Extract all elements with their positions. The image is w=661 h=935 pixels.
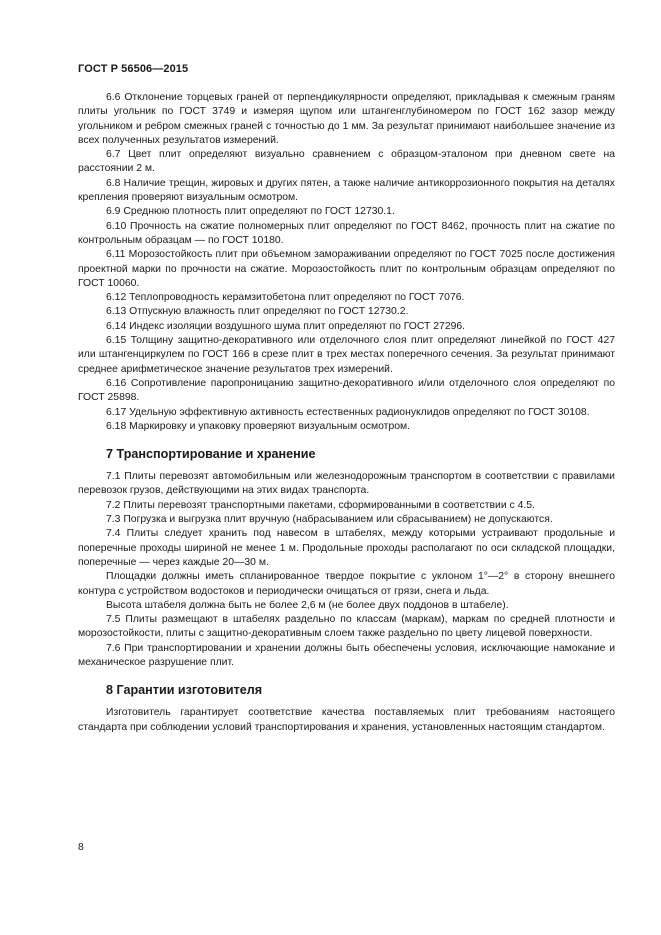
paragraph: 6.12 Теплопроводность керамзитобетона плит определяют по ГОСТ 7076. [106,292,465,304]
paragraph: Изготовитель гарантирует соответствие качества поставляемых плит требованиям настоящего стандарта при соблюдении условий транспортирования и хранения, установленных настоящим стандартом. [78,707,615,733]
section-7-title: 7 Транспортирование и хранение [106,447,316,462]
paragraph: 6.6 Отклонение торцевых граней от перпендикулярности определяют, прикладывая к смежным граням плиты угольник по ГОСТ 3749 и измеряя щупом или штангенглубиномером по ГОСТ 162 зазор между угольником и ребром смежных граней с точностью до 1 мм. За результат принимают наибольшее значение из всех полученных результатов измерений. [78,92,615,146]
paragraph: 6.11 Морозостойкость плит при объемном замораживании определяют по ГОСТ 7025 после достижения проектной марки по прочности на сжатие. Морозостойкость плит по контрольным образцам определяют по ГОСТ 10060. [78,249,615,289]
paragraph: 6.7 Цвет плит определяют визуально сравнением с образцом-эталоном при дневном свете на расстоянии 2 м. [78,149,615,175]
section-7-body [78,470,615,670]
paragraph: 7.1 Плиты перевозят автомобильным или железнодорожным транспортом в соответствии с правилами перевозок грузов, действующими на этих видах транспорта. [78,471,615,497]
paragraph: 6.8 Наличие трещин, жировых и других пятен, а также наличие антикоррозионного покрытия на деталях крепления проверяют визуальным осмотром. [78,177,615,204]
section-6-test-methods [78,91,615,434]
page-number: 8 [78,842,84,853]
section-8-title: 8 Гарантии изготовителя [106,683,263,698]
paragraph: 6.14 Индекс изоляции воздушного шума плит определяют по ГОСТ 27296. [106,320,466,332]
paragraph: 6.10 Прочность на сжатие полномерных плит определяют по ГОСТ 8462, прочность плит на сжатие по контрольным образцам — по ГОСТ 10180. [78,220,615,246]
paragraph: 7.4 Плиты следует хранить под навесом в штабелях, между которыми устраивают продольные и поперечные проходы шириной не менее 1 м. Продольные проходы располагают по оси складской площадки, поперечные — через каждые 20—30 м. [78,528,615,568]
paragraph: 6.18 Маркировку и упаковку проверяют визуальным осмотром. [106,420,411,432]
paragraph: 6.13 Отпускную влажность плит определяют по ГОСТ 12730.2. [106,306,409,318]
paragraph: 6.17 Удельную эффективную активность естественных радионуклидов определяют по ГОСТ 30108. [106,406,590,418]
paragraph: 6.16 Сопротивление паропроницанию защитно-декоративного и/или отделочного слоя определяют по ГОСТ 25898. [78,377,615,404]
paragraph: 7.3 Погрузка и выгрузка плит вручную (набрасыванием или сбрасыванием) не допускаются. [106,514,553,526]
paragraph: 6.15 Толщину защитно-декоративного или отделочного слоя плит определяют линейкой по ГОСТ 427 или штангенциркулем по ГОСТ 166 в срезе плит в трех местах поперечного сечения. За результат принимают среднее арифметическое значение результатов трех измерений. [78,335,615,375]
paragraph: 7.2 Плиты перевозят транспортными пакетами, сформированными в соответствии с 4.5. [106,499,535,511]
paragraph: Высота штабеля должна быть не более 2,6 м (не более двух поддонов в штабеле). [106,599,509,611]
paragraph: 6.9 Среднюю плотность плит определяют по ГОСТ 12730.1. [106,206,395,218]
paragraph: 7.6 При транспортировании и хранении должны быть обеспечены условия, исключающие намокание и механическое разрушение плит. [78,642,615,668]
paragraph: Площадки должны иметь спланированное твердое покрытие с уклоном 1°—2° в сторону внешнего контура с устройством водостоков и периодически очищаться от грязи, снега и льда. [78,571,615,597]
document-body [78,91,615,735]
paragraph: 7.5 Плиты размещают в штабелях раздельно по классам (маркам), маркам по средней плотности и морозостойкости, плиты с защитно-декоративным слоем также раздельно по цвету лицевой поверхности. [78,614,615,640]
document-header: ГОСТ Р 56506—2015 [78,63,189,75]
section-8-body [78,706,615,735]
